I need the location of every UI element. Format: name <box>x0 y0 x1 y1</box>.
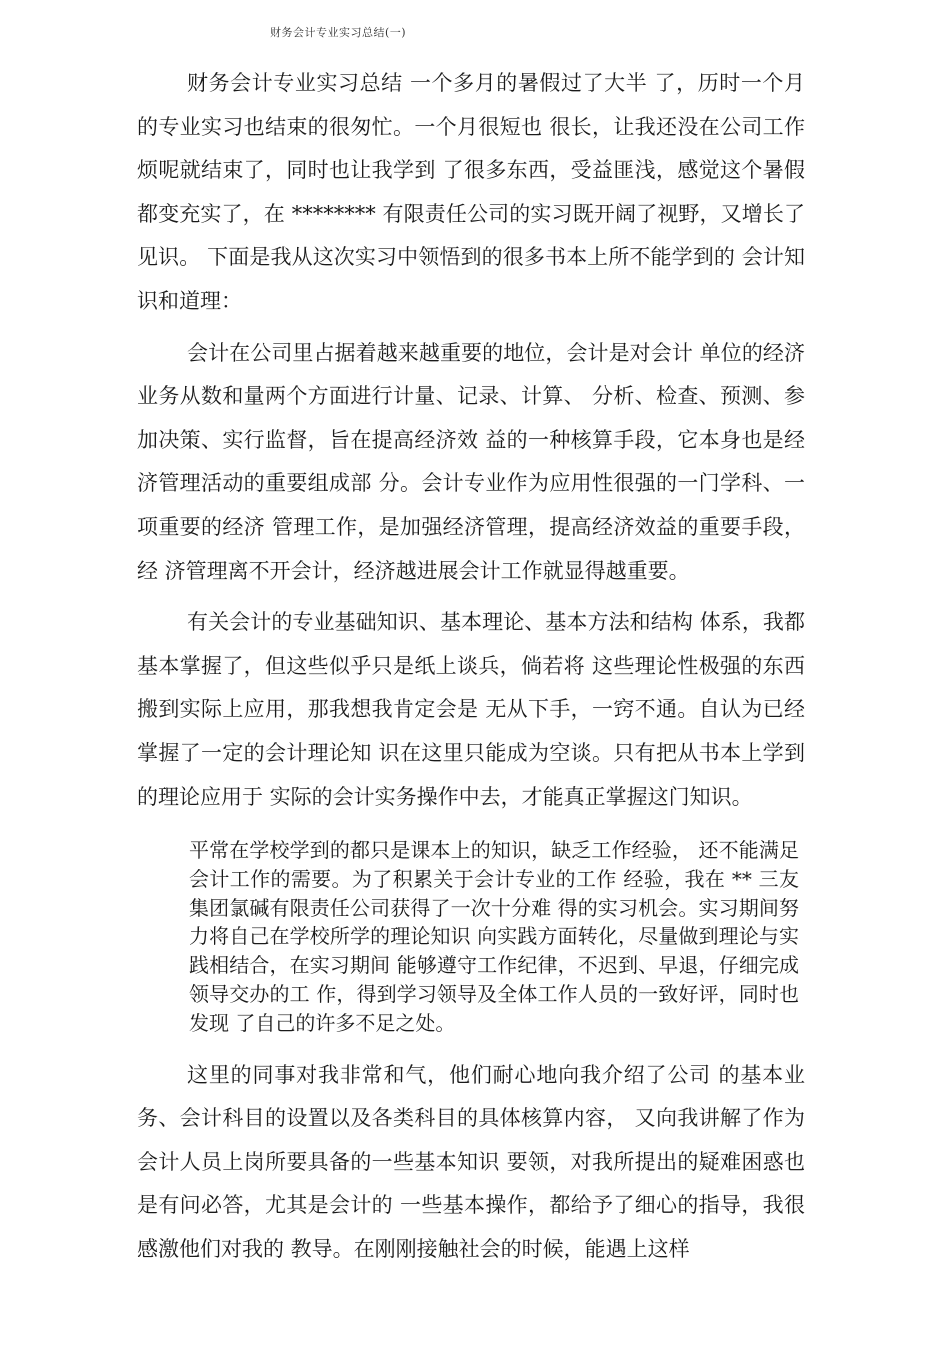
paragraph-internship: 平常在学校学到的都只是课本上的知识，缺乏工作经验， 还不能满足会计工作的需要。为了积累关于会计专业的工作 经验，我在 ** 三友集团氯碱有限责任公司获得了一次十分难 得的实习机会。实习期间努力将自己在学校所学的理论知识 向实践方面转化，尽量做到理论与实践相结合，在实习期间 能够遵守工作纪律，不迟到、早退，仔细完成领导交办的工 作，得到学习领导及全体工作人员的一致好评，同时也发现 了自己的许多不足之处。 <box>189 838 799 1035</box>
running-header: 财务会计专业实习总结(一) <box>270 26 407 39</box>
document-body <box>137 62 805 1272</box>
paragraph-intro: 财务会计专业实习总结 一个多月的暑假过了大半 了，历时一个月的专业实习也结束的很匆忙。一个月很短也 很长，让我还没在公司工作烦呢就结束了，同时也让我学到 了很多东西，受益匪浅，感觉这个暑假都变充实了，在 ******** 有限责任公司的实习既开阔了视野，又增长了见识。 下面是我从这次实习中领悟到的很多书本上所不能学到的 会计知识和道理： <box>137 71 805 313</box>
paragraph-accounting-role: 会计在公司里占据着越来越重要的地位，会计是对会计 单位的经济业务从数和量两个方面进行计量、记录、计算、 分析、检查、预测、参加决策、实行监督，旨在提高经济效 益的一种核算手段，它本身也是经济管理活动的重要组成部 分。会计专业作为应用性很强的一门学科、一项重要的经济 管理工作，是加强经济管理，提高经济效益的重要手段，经 济管理离不开会计，经济越进展会计工作就显得越重要。 <box>137 340 805 583</box>
paragraph-colleagues: 这里的同事对我非常和气，他们耐心地向我介绍了公司 的基本业务、会计科目的设置以及各类科目的具体核算内容， 又向我讲解了作为会计人员上岗所要具备的一些基本知识 要领，对我所提出的疑难困惑也是有问必答，尤其是会计的 一些基本操作，都给予了细心的指导，我很感激他们对我的 教导。在刚刚接触社会的时候，能遇上这样 <box>137 1062 805 1262</box>
paragraph-theory: 有关会计的专业基础知识、基本理论、基本方法和结构 体系，我都基本掌握了，但这些似乎只是纸上谈兵，倘若将 这些理论性极强的东西搬到实际上应用，那我想我肯定会是 无从下手，一窍不通。自认为已经掌握了一定的会计理论知 识在这里只能成为空谈。只有把从书本上学到的理论应用于 实际的会计实务操作中去，才能真正掌握这门知识。 <box>137 610 805 809</box>
